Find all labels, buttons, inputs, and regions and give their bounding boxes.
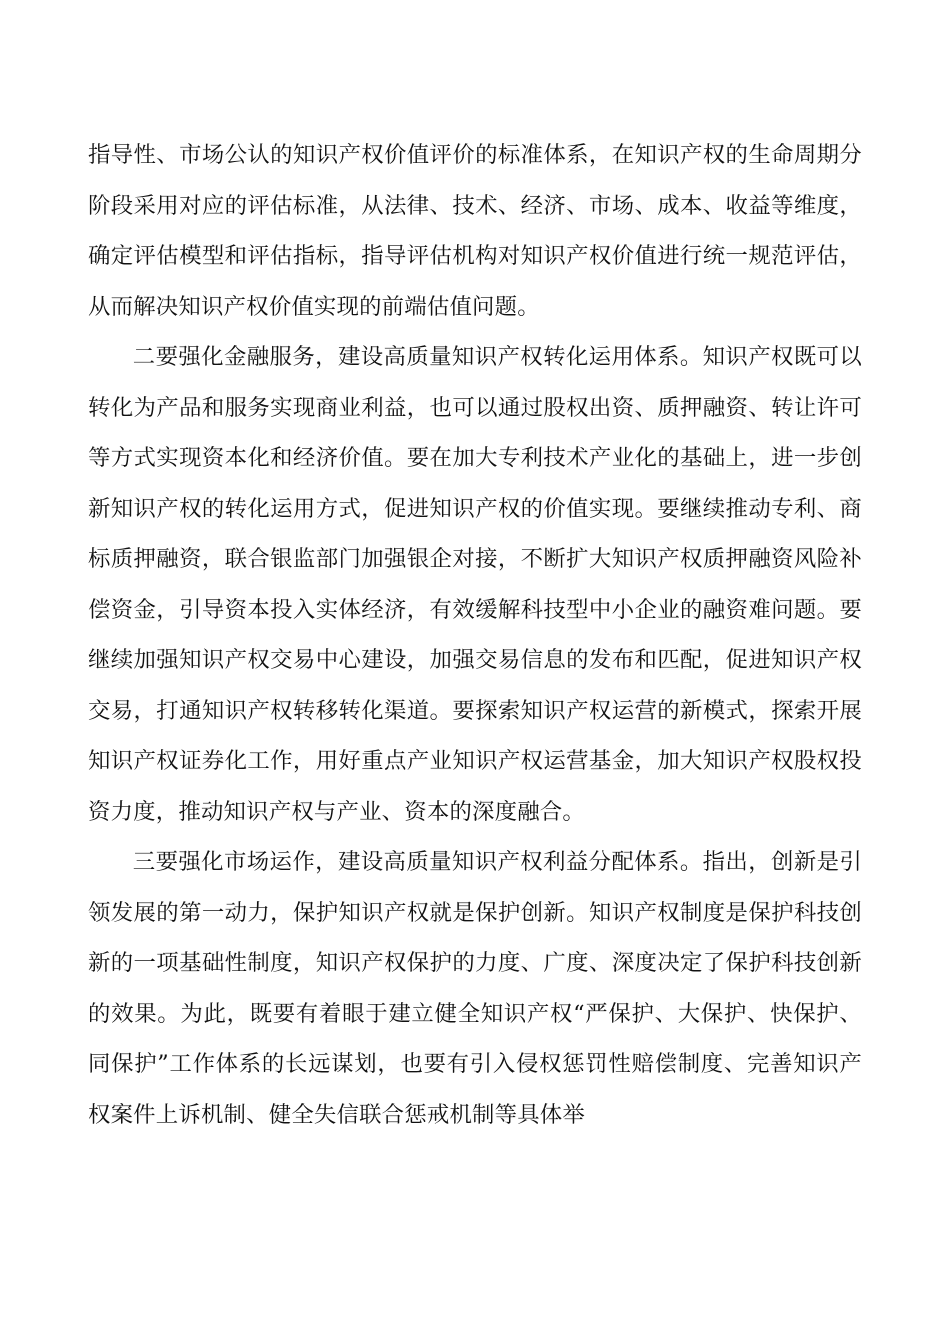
paragraph-2: 二要强化金融服务，建设高质量知识产权转化运用体系。知识产权既可以转化为产品和服务实现商业利益，也可以通过股权出资、质押融资、转让许可等方式实现资本化和经济价值。要在加大专利技术产业化的基础上，进一步创新知识产权的转化运用方式，促进知识产权的价值实现。要继续推动专利、商标质押融资，联合银监部门加强银企对接，不断扩大知识产权质押融资风险补偿资金，引导资本投入实体经济，有效缓解科技型中小企业的融资难问题。要继续加强知识产权交易中心建设，加强交易信息的发布和匹配，促进知识产权交易，打通知识产权转移转化渠道。要探索知识产权运营的新模式，探索开展知识产权证券化工作，用好重点产业知识产权运营基金，加大知识产权股权投资力度，推动知识产权与产业、资本的深度融合。 xyxy=(88,344,862,825)
paragraph-1: 指导性、市场公认的知识产权价值评价的标准体系，在知识产权的生命周期分阶段采用对应的评估标准，从法律、技术、经济、市场、成本、收益等维度，确定评估模型和评估指标，指导评估机构对知识产权价值进行统一规范评估，从而解决知识产权价值实现的前端估值问题。 xyxy=(88,142,862,320)
paragraph-3: 三要强化市场运作，建设高质量知识产权利益分配体系。指出，创新是引领发展的第一动力，保护知识产权就是保护创新。知识产权制度是保护科技创新的一项基础性制度，知识产权保护的力度、广度、深度决定了保护科技创新的效果。为此，既要有着眼于建立健全知识产权“严保护、大保护、快保护、同保护”工作体系的长远谋划，也要有引入侵权惩罚性赔偿制度、完善知识产权案件上诉机制、健全失信联合惩戒机制等具体举 xyxy=(88,849,862,1128)
document-body xyxy=(88,130,862,1140)
